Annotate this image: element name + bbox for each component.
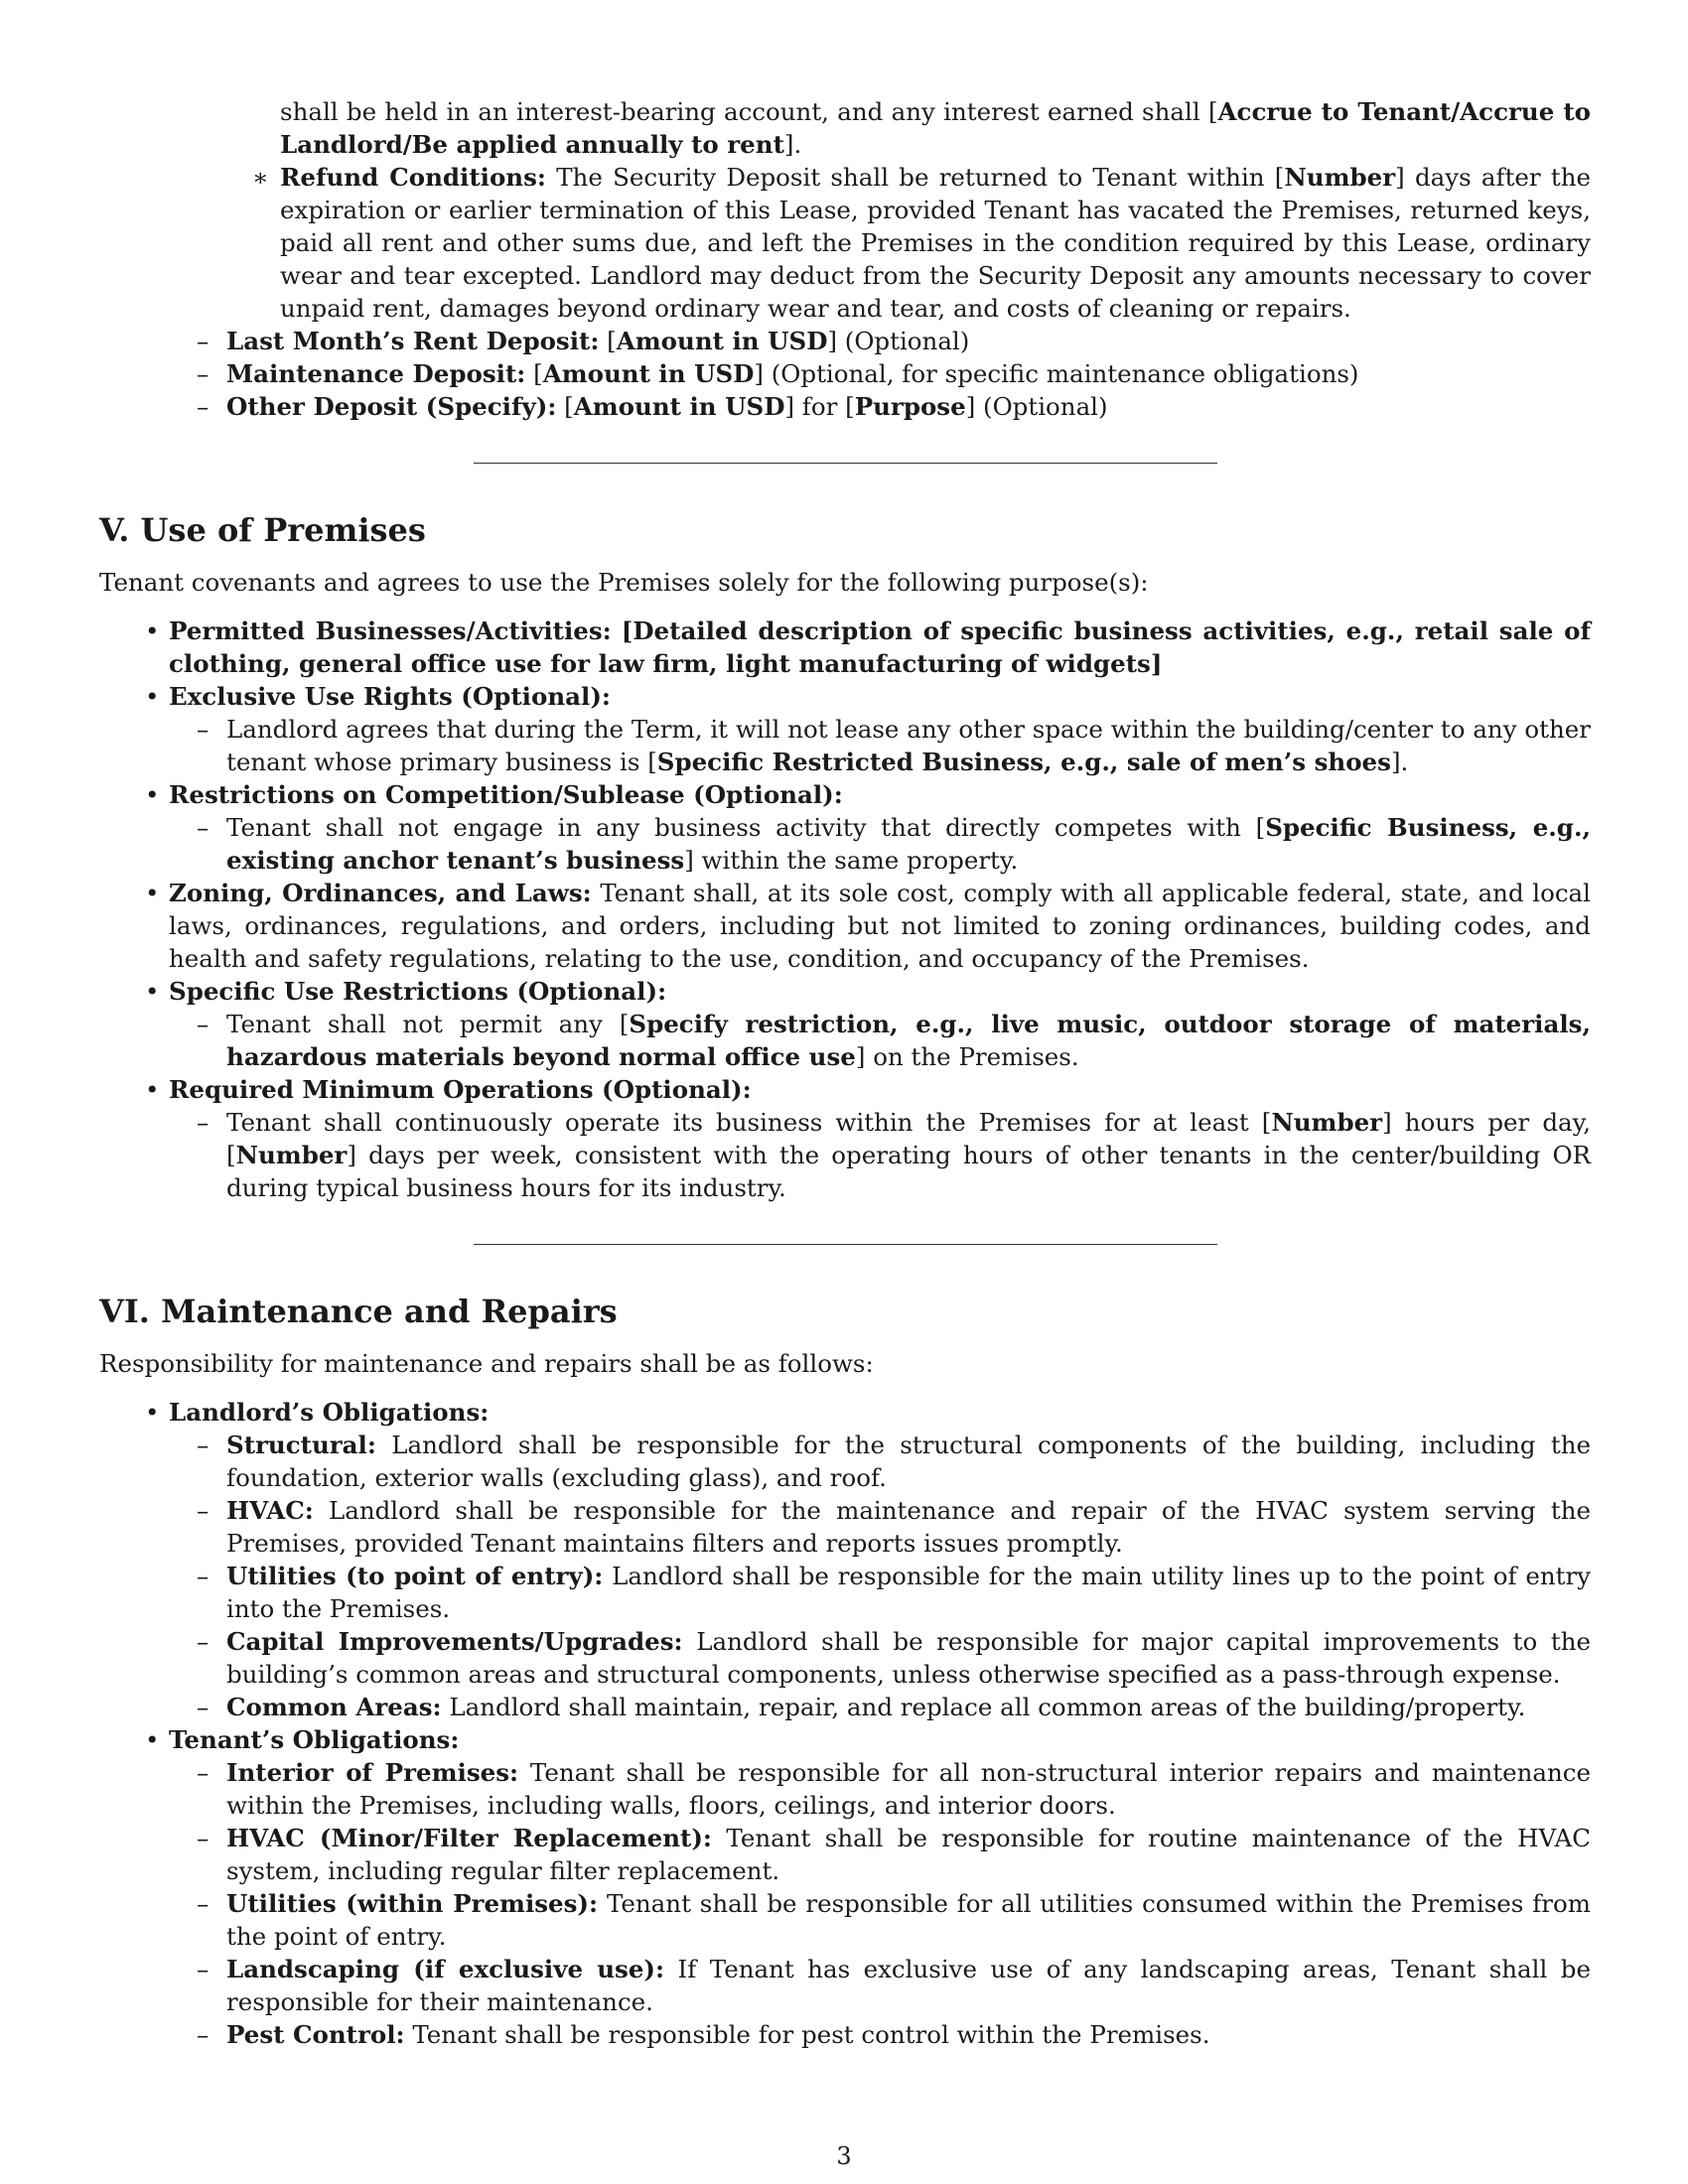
other-deposit-item: – Other Deposit (Specify): [Amount in USD] for [Purpose] (Optional): [197, 392, 1108, 421]
landlord-list-item: [197, 1560, 1592, 1625]
minops-text-c: ] days per week, consistent with the operating hours of other tenants in the center/building OR during typical business hours for its industry.: [226, 1141, 1591, 1202]
other-deposit-note: (Optional): [975, 392, 1108, 421]
interest-text: shall be held in an interest-bearing account, and any interest earned shall [: [280, 97, 1218, 126]
dash-bullet-icon: –: [197, 1496, 210, 1525]
zoning-label: Zoning, Ordinances, and Laws:: [169, 879, 592, 907]
exclusive-placeholder: Specific Restricted Business, e.g., sale of men’s shoes: [656, 748, 1391, 776]
landlord-item-label: Utilities (to point of entry):: [226, 1562, 604, 1590]
exclusive-label: Exclusive Use Rights (Optional):: [169, 682, 611, 711]
bullet-icon: •: [145, 977, 160, 1006]
specific-use-subitem: [197, 1008, 1591, 1073]
landlord-item-text: Landlord shall maintain, repair, and replace all common areas of the building/property.: [441, 1693, 1526, 1721]
tenant-list-item: [197, 2018, 1591, 2051]
refund-label: Refund Conditions:: [280, 163, 546, 192]
section-heading-maintenance: VI. Maintenance and Repairs: [99, 1293, 618, 1330]
restrictions-end: ] within the same property.: [684, 846, 1019, 875]
interest-end: ].: [783, 130, 802, 159]
tenant-list-item: [197, 1756, 1592, 1822]
section-heading-use-of-premises: V. Use of Premises: [99, 511, 426, 549]
landlord-obligations-list: [99, 1429, 1591, 1723]
bullet-icon: •: [145, 1398, 160, 1427]
specific-label: Specific Use Restrictions (Optional):: [169, 977, 667, 1006]
landlord-item-label: Capital Improvements/Upgrades:: [226, 1627, 683, 1656]
landlord-list-item: [197, 1494, 1591, 1560]
landlord-item-label: Common Areas:: [226, 1693, 442, 1721]
refund-text: The Security Deposit shall be returned to Tenant within [: [545, 163, 1285, 192]
last-month-label: Last Month’s Rent Deposit:: [226, 327, 600, 355]
landlord-item-text: Landlord shall be responsible for the maintenance and repair of the HVAC system serving the Premises, provided Tenant maintains filters and reports issues promptly.: [226, 1496, 1591, 1558]
restrictions-text: Tenant shall not engage in any business activity that directly competes with [: [226, 813, 1266, 842]
maintenance-deposit-amount: Amount in USD: [542, 359, 755, 388]
exclusive-end: ].: [1390, 748, 1409, 776]
tenant-item-text: Tenant shall be responsible for all utilities consumed within the Premises from the point of entry.: [226, 1889, 1591, 1951]
landlord-item-text: Landlord shall be responsible for the structural components of the building, including the foundation, exterior walls (excluding glass), and roof.: [226, 1431, 1591, 1492]
tenant-item-label: Pest Control:: [226, 2020, 405, 2049]
tenant-item-text: Tenant shall be responsible for all non-structural interior repairs and maintenance within the Premises, including walls, floors, ceilings, and interior doors.: [226, 1758, 1592, 1820]
interest-options: Accrue to Tenant/Accrue to Landlord/Be applied annually to rent: [280, 97, 1592, 159]
last-month-note: (Optional): [837, 327, 970, 355]
exclusive-text: Landlord agrees that during the Term, it will not lease any other space within the building/center to any other tenant whose primary business is [: [226, 715, 1591, 776]
tenant-obligations-list: [99, 1756, 1591, 2051]
dash-bullet-icon: –: [197, 1562, 210, 1590]
other-deposit-purpose: Purpose: [854, 392, 966, 421]
other-deposit-for: for [: [794, 392, 855, 421]
landlord-obligations-label: Landlord’s Obligations:: [169, 1398, 490, 1427]
dash-bullet-icon: –: [197, 1431, 210, 1459]
restrictions-placeholder: Specific Business, e.g., existing anchor tenant’s business: [226, 813, 1592, 875]
bullet-icon: •: [145, 1725, 160, 1754]
permitted-businesses-item: [145, 614, 1591, 680]
permitted-label: Permitted Businesses/Activities:: [169, 616, 612, 645]
landlord-list-item: [197, 1691, 1591, 1723]
bullet-icon: •: [145, 780, 160, 809]
tenant-list-item: [197, 1822, 1591, 1887]
landlord-item-text: Landlord shall be responsible for the main utility lines up to the point of entry into the Premises.: [226, 1562, 1592, 1623]
landlord-item-text: Landlord shall be responsible for major capital improvements to the building’s common areas and structural components, unless otherwise specified as a pass-through expense.: [226, 1627, 1592, 1689]
minops-label: Required Minimum Operations (Optional):: [169, 1075, 752, 1104]
dash-bullet-icon: –: [197, 1758, 210, 1787]
interest-clause: [280, 95, 1591, 161]
tenant-item-text: If Tenant has exclusive use of any landscaping areas, Tenant shall be responsible for their maintenance.: [226, 1955, 1591, 2016]
tenant-obligations-label: Tenant’s Obligations:: [169, 1725, 460, 1754]
section-divider: [474, 463, 1217, 464]
dash-bullet-icon: –: [197, 327, 210, 355]
bullet-icon: •: [145, 616, 160, 645]
tenant-item-text: Tenant shall be responsible for pest control within the Premises.: [404, 2020, 1210, 2049]
landlord-item-label: HVAC:: [226, 1496, 314, 1525]
tenant-list-item: [197, 1953, 1591, 2018]
landlord-list-item: [197, 1625, 1592, 1691]
dash-bullet-icon: –: [197, 1010, 210, 1038]
last-month-deposit-item: – Last Month’s Rent Deposit: [Amount in USD] (Optional): [197, 327, 970, 355]
specific-placeholder: Specify restriction, e.g., live music, outdoor storage of materials, hazardous materials beyond normal office use: [226, 1010, 1591, 1071]
restrictions-subitem: [197, 811, 1592, 877]
maintenance-deposit-item: – Maintenance Deposit: [Amount in USD] (Optional, for specific maintenance obligations): [197, 359, 1359, 388]
dash-bullet-icon: –: [197, 813, 210, 842]
dash-bullet-icon: –: [197, 2020, 210, 2049]
refund-text-cont: ] days after the expiration or earlier termination of this Lease, provided Tenant has vacated the Premises, returned keys, paid all rent and other sums due, and left the Premises in the condition required by this Lease, ordinary wear and tear excepted. Landlord may deduct from the Security Deposit any amounts necessary to cover unpaid rent, damages beyond ordinary wear and tear, and costs of cleaning or repairs.: [280, 163, 1592, 323]
tenant-obligations-item: [145, 1723, 1591, 1756]
dash-bullet-icon: –: [197, 1627, 210, 1656]
tenant-item-label: Interior of Premises:: [226, 1758, 519, 1787]
minops-text: Tenant shall continuously operate its business within the Premises for at least [: [226, 1108, 1272, 1137]
tenant-list-item: [197, 1887, 1591, 1953]
bullet-icon: •: [145, 1075, 160, 1104]
section-intro: Tenant covenants and agrees to use the Premises solely for the following purpose(s):: [99, 568, 1149, 597]
landlord-item-label: Structural:: [226, 1431, 376, 1459]
bullet-icon: •: [145, 879, 160, 907]
permitted-text: [Detailed description of specific business activities, e.g., retail sale of clothing, general office use for law firm, light manufacturing of widgets]: [169, 616, 1591, 678]
tenant-item-label: HVAC (Minor/Filter Replacement):: [226, 1824, 712, 1852]
minops-hours-number: Number: [1271, 1108, 1383, 1137]
exclusive-use-subitem: [197, 713, 1591, 778]
document-page: [99, 95, 1591, 2051]
dash-bullet-icon: –: [197, 392, 210, 421]
maintenance-deposit-note: (Optional, for specific maintenance obligations): [763, 359, 1359, 388]
dash-bullet-icon: –: [197, 715, 210, 744]
minimum-operations-subitem: [197, 1106, 1591, 1204]
asterisk-bullet-icon: ∗: [252, 163, 269, 192]
restrictions-label: Restrictions on Competition/Sublease (Optional):: [169, 780, 843, 809]
dash-bullet-icon: –: [197, 1889, 210, 1918]
specific-text: Tenant shall not permit any [: [226, 1010, 630, 1038]
last-month-amount: Amount in USD: [616, 327, 828, 355]
exclusive-use-item: [145, 680, 1591, 713]
minops-days-number: Number: [235, 1141, 348, 1169]
section-intro: Responsibility for maintenance and repairs shall be as follows:: [99, 1349, 874, 1378]
other-deposit-amount: Amount in USD: [573, 392, 785, 421]
minops-text-b: ] hours per day, [: [226, 1108, 1591, 1169]
refund-number: Number: [1284, 163, 1396, 192]
other-deposit-label: Other Deposit (Specify):: [226, 392, 557, 421]
restrictions-item: [145, 778, 1591, 811]
tenant-item-text: Tenant shall be responsible for routine maintenance of the HVAC system, including regular filter replacement.: [226, 1824, 1591, 1885]
tenant-item-label: Landscaping (if exclusive use):: [226, 1955, 665, 1983]
tenant-item-label: Utilities (within Premises):: [226, 1889, 599, 1918]
dash-bullet-icon: –: [197, 359, 210, 388]
dash-bullet-icon: –: [197, 1108, 210, 1137]
bullet-icon: •: [145, 682, 160, 711]
specific-end: ] on the Premises.: [855, 1042, 1079, 1071]
dash-bullet-icon: –: [197, 1824, 210, 1852]
specific-use-item: [145, 975, 1591, 1008]
maintenance-deposit-label: Maintenance Deposit:: [226, 359, 526, 388]
dash-bullet-icon: –: [197, 1955, 210, 1983]
landlord-obligations-item: [145, 1396, 1591, 1429]
landlord-list-item: [197, 1429, 1591, 1494]
page-number: 3: [836, 2142, 852, 2170]
refund-conditions-item: [252, 161, 1592, 325]
minimum-operations-item: [145, 1073, 1591, 1106]
zoning-text: Tenant shall, at its sole cost, comply with all applicable federal, state, and local laws, ordinances, regulations, and orders, including but not limited to zoning ordinances, building codes, and health and safety regulations, relating to the use, condition, and occupancy of the Premises.: [169, 879, 1591, 973]
section-divider: [474, 1244, 1217, 1245]
zoning-item: [145, 877, 1591, 975]
dash-bullet-icon: –: [197, 1693, 210, 1721]
